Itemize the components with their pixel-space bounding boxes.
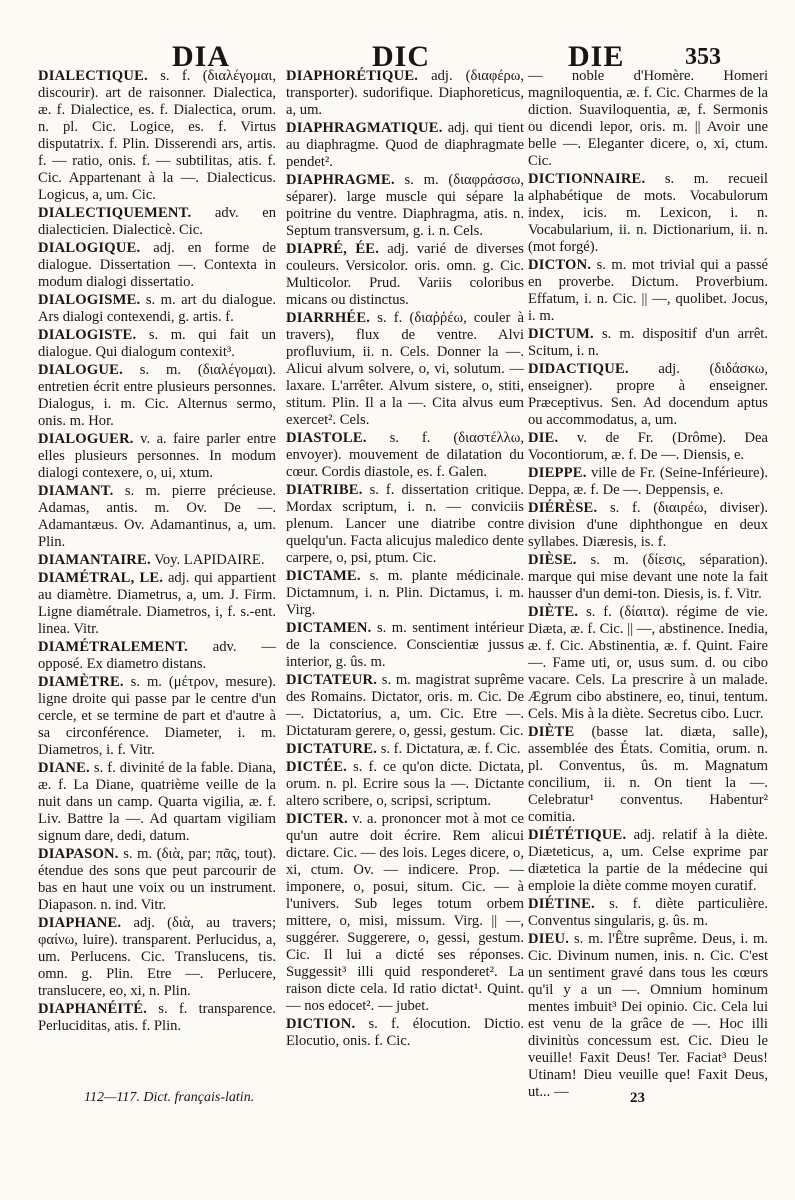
dictionary-entry: [528, 604, 768, 723]
entry-headword: DIAMÉTRAL, LE.: [38, 570, 164, 586]
dictionary-entry: [528, 827, 768, 895]
dictionary-entry: [286, 672, 524, 740]
entry-definition: s. m. (διαφράσσω, séparer). large muscle qui sépare la poitrine du ventre. Diaphragma, atis. n. Septum transversum, g. i. n. Cels.: [286, 172, 524, 239]
entry-definition: s. m. (δίεσις, séparation). marque qui mise devant une note la fait hausser d'un demi-ton. Diesis, is. f. Vitr.: [528, 552, 768, 602]
dictionary-entry: [286, 482, 524, 567]
dictionary-entry: [38, 362, 276, 430]
dictionary-entry: [286, 241, 524, 309]
dictionary-entry: [38, 327, 276, 361]
entry-headword: DIAPHANE.: [38, 915, 122, 931]
entry-definition: adj. qui tient au diaphragme. Quod de diaphragmate pendet².: [286, 120, 524, 170]
entry-definition: s. f. diète particulière. Conventus singularis, g. ûs. m.: [528, 896, 768, 929]
entry-definition: s. m. plante médicinale. Dictamnum, i. n. Plin. Dictamus, i. m. Virg.: [286, 568, 524, 618]
page-number: 353: [685, 44, 721, 70]
entry-definition: adj. en forme de dialogue. Dissertation —. Contexta in modum dialogi dissertatio.: [38, 240, 276, 290]
entry-headword: DIALOGIQUE.: [38, 240, 141, 256]
entry-headword: DIAPHORÉTIQUE.: [286, 68, 419, 84]
dictionary-entry: [528, 552, 768, 603]
entry-headword: DICTIONNAIRE.: [528, 171, 646, 187]
entry-headword: DIAMANT.: [38, 483, 114, 499]
entry-definition: s. f. (δίαιτα). régime de vie. Diæta, æ. f. Cic. || —, abstinence. Inedia, æ. f. Cic. Abstinentia, æ. f. Quint. Faire —. Fame uti, or, usus sum. d. ou cibo vacare. Cels. La prescrire à un malade. Ægrum cibo abstinere, eo, tinui, tentum. Cels. Mis à la diète. Secretus cibo. Lucr.: [528, 604, 768, 722]
running-head-right: DIE: [568, 40, 625, 73]
entry-definition: s. f. (διαῤῥέω, couler à travers), flux de ventre. Alvi profluvium, ii. n. Cels. Donner la —. Alicui alvum solvere, o, vi, solutum. — laxare. L'arrêter. Alvum sistere, o, stiti, stitum. Plin. Il a la —. Cita alvus eum exercet². Cels.: [286, 310, 524, 428]
entry-definition: s. f. dissertation critique. Mordax scriptum, i. n. — conviciis plenum. Lancer une diatribe contre quelqu'un. Facta alicujus maledico dente carpere, o, psi, ptum. Cic.: [286, 482, 524, 566]
entry-headword: DICTON.: [528, 257, 592, 273]
entry-headword: DIÉTINE.: [528, 896, 595, 912]
entry-definition: s. f. (διαλέγομαι, discourir). art de raisonner. Dialectica, æ. f. Dialectice, es. f. Dialectica, orum. n. pl. Cic. Logice, es. f. Virtus disputatrix. f. Plin. Disserendi ars, artis. f. — ratio, onis. f. — subtilitas, atis. f. Cic. Appartenant à la —. Dialecticus. Logicus, a, um. Cic.: [38, 68, 276, 203]
entry-headword: DICTAME.: [286, 568, 361, 584]
entry-headword: DIALOGUE.: [38, 362, 123, 378]
dictionary-entry: [286, 759, 524, 810]
running-head-center: DIC: [372, 40, 431, 73]
running-head-left: DIA: [172, 40, 231, 73]
dictionary-entry: [38, 846, 276, 914]
entry-headword: DIAMANTAIRE.: [38, 552, 151, 568]
entry-definition: s. f. (διαστέλλω, envoyer). mouvement de dilatation du cœur. Cordis diastole, es. f. Galen.: [286, 430, 524, 480]
entry-definition: v. a. prononcer mot à mot ce qu'un autre doit écrire. Rem alicui dictare. Cic. — des lois. Leges dicere, o, xi, ctum. Ov. — indicere. Prop. — imponere, o, posui, situm. Cic. — à l'univers. Sub leges totum orbem mittere, o, misi, missum. Virg. || —, suggérer. Suggerere, o, gessi, gestum. Cic. Il lui a dicté ses réponses. Suggessit³ illi quid responderet². La raison dicte cela. Id ratio dictat¹. Quint. — nos edocet². — jubet.: [286, 811, 524, 1014]
entry-definition: s. m. (διὰ, par; πᾶς, tout). étendue des sons que peut parcourir de bas en haut une voix ou un instrument. Diapason. n. ind. Vitr.: [38, 846, 276, 913]
entry-headword: DIARRHÉE.: [286, 310, 371, 326]
entry-definition: adj. (διὰ, au travers; φαίνω, luire). transparent. Perlucidus, a, um. Perlucens. Cic. Translucens, tis. omn. g. Plin. Etre —. Perlucere, translucere, eo, xi, n. Plin.: [38, 915, 276, 999]
dictionary-entry: [528, 257, 768, 325]
dictionary-entry: [286, 310, 524, 429]
dictionary-entry: [38, 431, 276, 482]
entry-headword: DIAMÈTRE.: [38, 674, 124, 690]
entry-definition: adj. varié de diverses couleurs. Versicolor. oris. omn. g. Cic. Multicolor. Prud. Variis coloribus micans ou distinctus.: [286, 241, 524, 308]
entry-headword: DIALOGISME.: [38, 292, 141, 308]
dictionary-entry: [38, 552, 276, 569]
entry-headword: DIAPHRAGME.: [286, 172, 395, 188]
entry-headword: DICTUM.: [528, 326, 594, 342]
entry-headword: DIE.: [528, 430, 559, 446]
entry-definition: — noble d'Homère. Homeri magniloquentia, æ. f. Cic. Charmes de la diction. Suaviloquentia, æ, f. Sermonis ou dicendi lepor, oris. m. || Avoir une belle —. Eleganter dicere, o, xi, ctum. Cic.: [528, 68, 768, 169]
entry-headword: DIAPHRAGMATIQUE.: [286, 120, 443, 136]
dictionary-entry: [286, 430, 524, 481]
entry-definition: adj. (διδάσκω, enseigner). propre à enseigner. Præceptivus. Sen. Ad docendum aptus ou accommodatus, a, um.: [528, 361, 768, 428]
entry-definition: ville de Fr. (Seine-Inférieure). Deppa, æ. f. De —. Deppensis, e.: [528, 465, 768, 498]
entry-definition: s. m. pierre précieuse. Adamas, antis. m. Ov. De —. Adamantæus. Ov. Adamantinus, a, um. Plin.: [38, 483, 276, 550]
entry-definition: s. m. sentiment intérieur de la conscience. Conscientiæ jussus interior, g. ûs. m.: [286, 620, 524, 670]
dictionary-entry: [528, 430, 768, 464]
dictionary-entry: [286, 811, 524, 1015]
entry-definition: s. m. mot trivial qui a passé en proverbe. Dictum. Proverbium. Effatum, i. n. Cic. || —, quolibet. Jocus, i. m.: [528, 257, 768, 324]
entry-headword: DICTER.: [286, 811, 348, 827]
column-2: [286, 68, 524, 1078]
printer-signature: 112—117. Dict. français-latin.: [84, 1090, 255, 1105]
dictionary-entry: [286, 1016, 524, 1050]
entry-headword: DIÉRÈSE.: [528, 500, 598, 516]
entry-headword: DIAMÉTRALEMENT.: [38, 639, 188, 655]
dictionary-entry: [528, 171, 768, 256]
entry-headword: DIÉTÉTIQUE.: [528, 827, 627, 843]
entry-definition: s. m. (μέτρον, mesure). ligne droite qui passe par le centre d'un cercle, et se termine de part et d'autre à sa circonférence. Diameter, i. m. Diametros, i. f. Vitr.: [38, 674, 276, 758]
dictionary-entry: [528, 896, 768, 930]
entry-headword: DIATRIBE.: [286, 482, 363, 498]
entry-definition: adv. en dialecticien. Dialecticè. Cic.: [38, 205, 276, 238]
column-1: [38, 68, 276, 1078]
entry-headword: DICTAMEN.: [286, 620, 372, 636]
entry-definition: s. f. (διαιρέω, diviser). division d'une diphthongue en deux syllabes. Diæresis, is. f.: [528, 500, 768, 550]
dictionary-entry: [38, 68, 276, 204]
entry-headword: DIÈTE.: [528, 604, 579, 620]
dictionary-entry: [528, 68, 768, 170]
entry-headword: DIÈSE.: [528, 552, 577, 568]
entry-definition: s. m. (διαλέγομαι). entretien écrit entre plusieurs personnes. Dialogus, i. m. Cic. Alternus sermo, onis. m. Hor.: [38, 362, 276, 429]
entry-headword: DIALOGISTE.: [38, 327, 137, 343]
entry-definition: adj. (διαφέρω, transporter). sudorifique. Diaphoreticus, a, um.: [286, 68, 524, 118]
dictionary-entry: [38, 915, 276, 1000]
entry-definition: s. f. élocution. Dictio. Elocutio, onis. f. Cic.: [286, 1016, 524, 1049]
entry-headword: DIALECTIQUE.: [38, 68, 148, 84]
entry-headword: DICTATURE.: [286, 741, 378, 757]
dictionary-entry: [38, 760, 276, 845]
entry-definition: s. m. qui fait un dialogue. Qui dialogum contexit³.: [38, 327, 276, 360]
entry-definition: s. m. art du dialogue. Ars dialogi contexendi, g. artis. f.: [38, 292, 276, 325]
entry-headword: DIAPASON.: [38, 846, 119, 862]
entry-headword: DICTATEUR.: [286, 672, 378, 688]
dictionary-entry: [528, 931, 768, 1101]
page-footer: [0, 1090, 795, 1112]
entry-headword: DICTION.: [286, 1016, 356, 1032]
entry-definition: adj. qui appartient au diamètre. Diametrus, a, um. J. Firm. Ligne diamétrale. Diametros, i, f. s.-ent. linea. Vitr.: [38, 570, 276, 637]
entry-headword: DIÈTE: [528, 724, 575, 740]
dictionary-entry: [286, 741, 524, 758]
entry-headword: DIALECTIQUEMENT.: [38, 205, 192, 221]
dictionary-entry: [528, 724, 768, 826]
dictionary-entry: [286, 172, 524, 240]
entry-headword: DIAPHANÉITÉ.: [38, 1001, 148, 1017]
dictionary-entry: [286, 620, 524, 671]
dictionary-entry: [38, 205, 276, 239]
dictionary-entry: [38, 570, 276, 638]
dictionary-entry: [528, 465, 768, 499]
dictionary-entry: [38, 240, 276, 291]
entry-headword: DIASTOLE.: [286, 430, 367, 446]
dictionary-entry: [528, 361, 768, 429]
entry-definition: adv. — opposé. Ex diametro distans.: [38, 639, 276, 672]
dictionary-entry: [286, 568, 524, 619]
dictionary-entry: [286, 120, 524, 171]
dictionary-entry: [38, 674, 276, 759]
entry-definition: s. m. l'Être suprême. Deus, i. m. Cic. Divinum numen, inis. n. Cic. C'est un sentiment gravé dans tous les cœurs qu'il y a un —. Omnium hominum mentes imbuit³ Dei opinio. Cic. Cela lui est venu de la grâce de —. Hoc illi divinitùs concessum est. Cic. Dieu le veuille! Faxit Deus! Ter. Faciat³ Deus! Utinam! Dieu veuille que! Faxit Deus, ut... —: [528, 931, 768, 1100]
entry-definition: s. f. Dictatura, æ. f. Cic.: [377, 741, 521, 757]
entry-definition: adj. relatif à la diète. Diæteticus, a, um. Celse exprime par diætetica la partie de la médecine qui emploie la diète comme moyen curatif.: [528, 827, 768, 894]
entry-definition: s. f. transparence. Perluciditas, atis. f. Plin.: [38, 1001, 276, 1034]
entry-definition: s. f. ce qu'on dicte. Dictata, orum. n. pl. Ecrire sous la —. Dictante altero scribere, o, scripsi, scriptum.: [286, 759, 524, 809]
sheet-number: 23: [630, 1090, 645, 1106]
dictionary-entry: [38, 483, 276, 551]
entry-definition: s. m. dispositif d'un arrêt. Scitum, i. n.: [528, 326, 768, 359]
dictionary-entry: [38, 1001, 276, 1035]
dictionary-entry: [528, 500, 768, 551]
entry-headword: DIANE.: [38, 760, 90, 776]
entry-headword: DIEU.: [528, 931, 570, 947]
dictionary-entry: [528, 326, 768, 360]
entry-headword: DIALOGUER.: [38, 431, 134, 447]
entry-definition: v. de Fr. (Drôme). Dea Vocontiorum, æ. f. De —. Diensis, e.: [528, 430, 768, 463]
entry-definition: Voy. LAPIDAIRE.: [150, 552, 265, 568]
dictionary-entry: [286, 68, 524, 119]
entry-headword: DIEPPE.: [528, 465, 587, 481]
entry-definition: s. m. recueil alphabétique de mots. Vocabulorum index, icis. m. Lexicon, i. n. Vocabularium, ii. n. Dictionarium, ii. n. (mot forgé).: [528, 171, 768, 255]
entry-definition: s. f. divinité de la fable. Diana, æ. f. La Diane, quatrième veille de la nuit dans un camp. Quarta vigilia, æ. f. Liv. Battre la —. Ad quartam vigiliam signum dare, dedi, datum.: [38, 760, 276, 844]
entry-headword: DIAPRÉ, ÉE.: [286, 241, 380, 257]
entry-headword: DICTÉE.: [286, 759, 348, 775]
dictionary-entry: [38, 639, 276, 673]
entry-definition: v. a. faire parler entre elles plusieurs personnes. In modum dialogi contexere, o, ui, xtum.: [38, 431, 276, 481]
dictionary-entry: [38, 292, 276, 326]
entry-headword: DIDACTIQUE.: [528, 361, 629, 377]
entry-definition: (basse lat. diæta, salle), assemblée des États. Comitia, orum. n. pl. Conventus, ûs. m. Magnatum concilium, ii. n. On tient la —. Celebratur¹ conventus. Habentur² comitia.: [528, 724, 768, 825]
entry-definition: s. m. magistrat suprême des Romains. Dictator, oris. m. Cic. De —. Dictatorius, a, um. Cic. Etre —. Dictaturam gerere, o, gessi, gestum. Cic.: [286, 672, 524, 739]
